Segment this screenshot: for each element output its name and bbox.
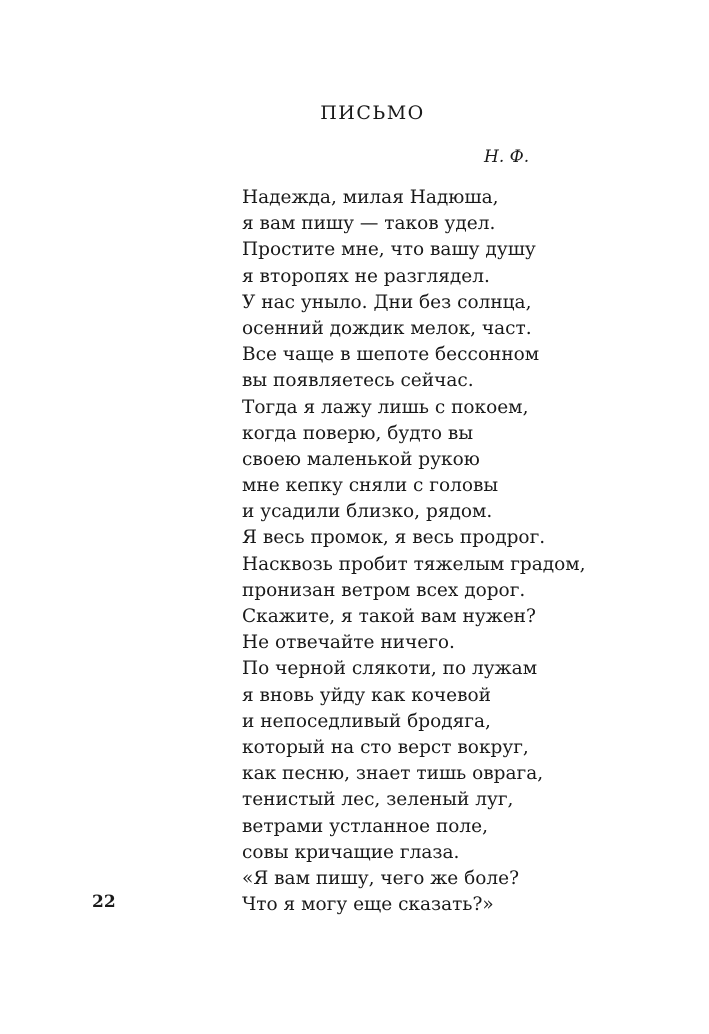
- poem-line: Все чаще в шепоте бессонном: [242, 344, 540, 366]
- poem-line: мне кепку сняли с головы: [242, 475, 499, 497]
- poem-line: когда поверю, будто вы: [242, 422, 474, 444]
- poem-line: пронизан ветром всех дорог.: [242, 579, 526, 601]
- poem-body: [242, 185, 586, 918]
- poem-line: Простите мне, что вашу душу: [242, 239, 536, 261]
- poem-line: Насквозь пробит тяжелым градом,: [242, 553, 586, 575]
- poem-line: Что я могу еще сказать?»: [242, 894, 494, 916]
- poem-line: По черной слякоти, по лужам: [242, 658, 538, 680]
- poem-line: вы появляетесь сейчас.: [242, 370, 474, 392]
- poem-line: я второпях не разглядел.: [242, 265, 490, 287]
- page-number: 22: [92, 892, 116, 912]
- poem-line: Не отвечайте ничего.: [242, 632, 455, 654]
- poem-line: как песню, знает тишь оврага,: [242, 763, 544, 785]
- poem-line: «Я вам пишу, чего же боле?: [242, 867, 519, 889]
- poem-line: я вновь уйду как кочевой: [242, 684, 491, 706]
- poem-line: и непоседливый бродяга,: [242, 710, 491, 732]
- poem-line: и усадили близко, рядом.: [242, 501, 493, 523]
- dedication: Н. Ф.: [484, 147, 530, 167]
- poem-line: совы кричащие глаза.: [242, 841, 460, 863]
- poem-line: Я весь промок, я весь продрог.: [242, 527, 546, 549]
- poem-line: который на сто верст вокруг,: [242, 736, 529, 758]
- poem-line: ветрами устланное поле,: [242, 815, 489, 837]
- poem-line: Скажите, я такой вам нужен?: [242, 606, 536, 627]
- poem-line: своею маленькой рукою: [242, 448, 480, 470]
- poem-line: я вам пишу — таков удел.: [242, 213, 496, 235]
- poem-line: осенний дождик мелок, част.: [242, 317, 532, 339]
- poem-line: тенистый лес, зеленый луг,: [242, 789, 514, 811]
- poem-line: Тогда я лажу лишь с покоем,: [242, 396, 529, 418]
- poem-line: У нас уныло. Дни без солнца,: [242, 291, 532, 313]
- poem-title: ПИСЬМО: [320, 102, 425, 124]
- poem-line: Надежда, милая Надюша,: [242, 187, 499, 208]
